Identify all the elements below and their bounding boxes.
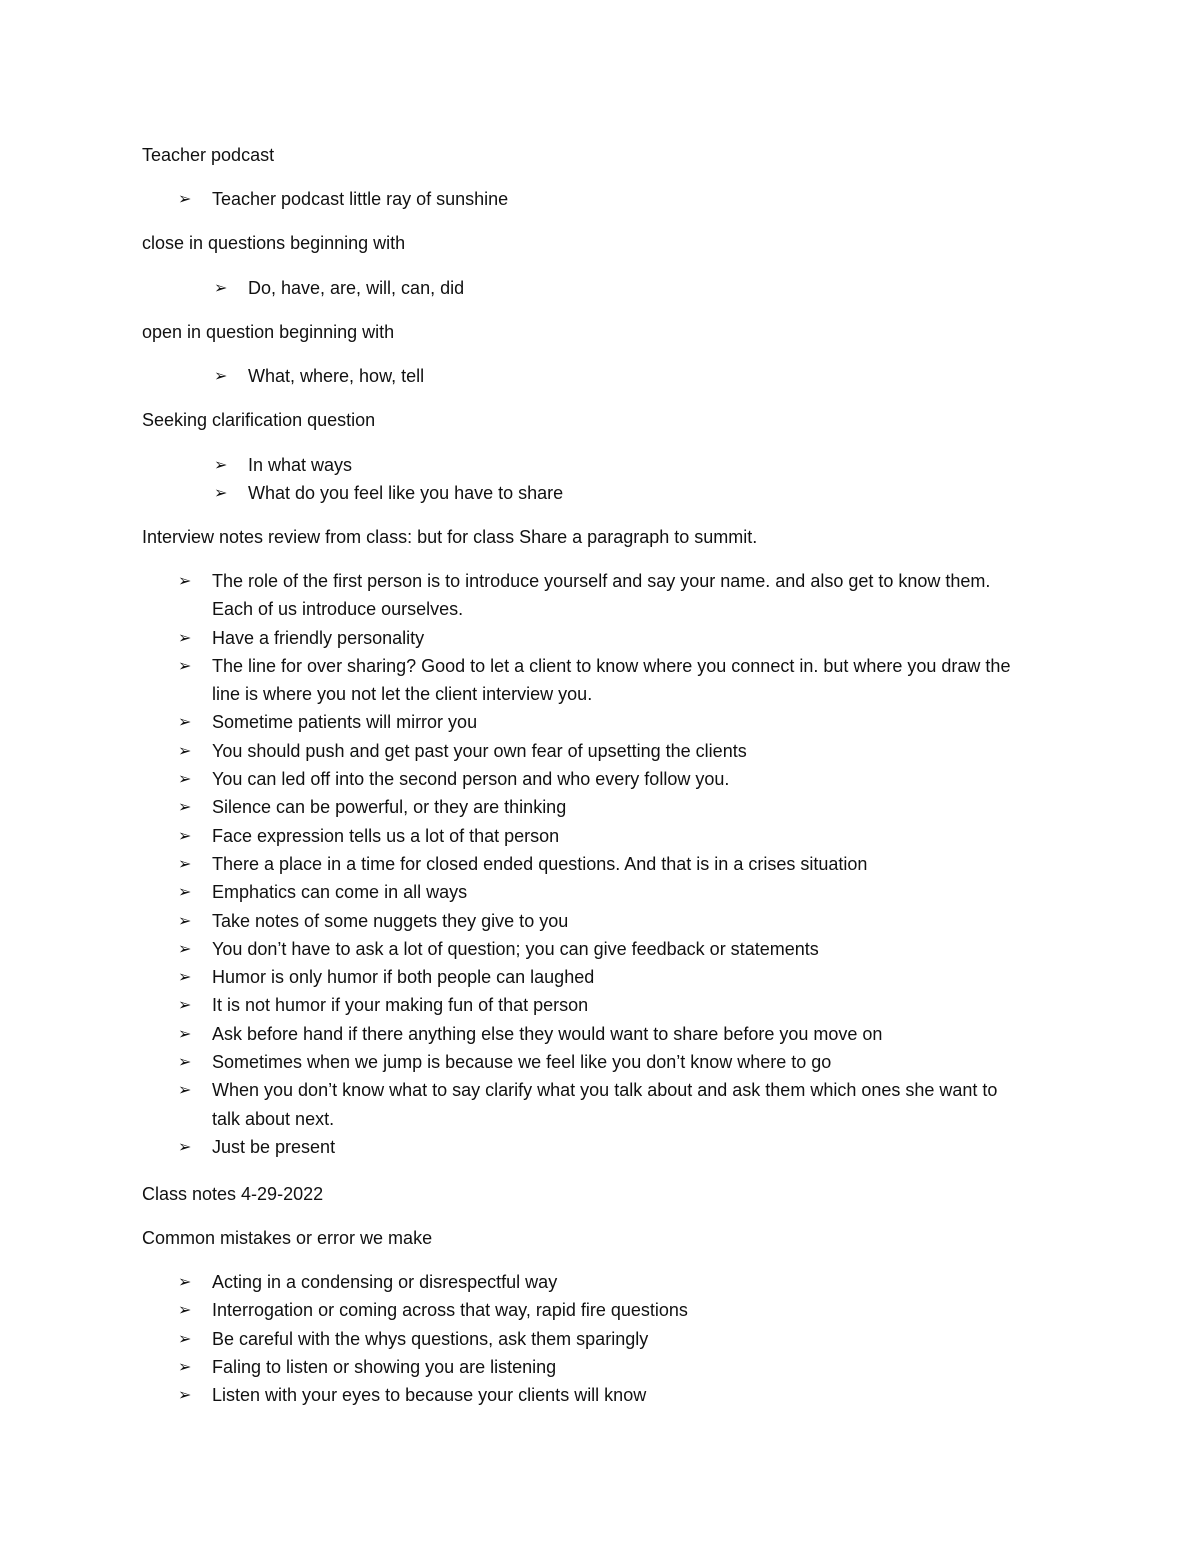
arrow-bullet-icon: ➢	[178, 1300, 192, 1320]
list-item: ➢ You don’t have to ask a lot of question; you can give feedback or statements	[178, 935, 1028, 963]
arrow-bullet-icon: ➢	[178, 769, 192, 789]
list-item: ➢ Take notes of some nuggets they give to you	[178, 907, 1028, 935]
arrow-bullet-icon: ➢	[178, 740, 192, 760]
arrow-bullet-icon: ➢	[178, 1136, 192, 1156]
list-item: ➢ What, where, how, tell	[214, 362, 1014, 390]
arrow-bullet-icon: ➢	[178, 627, 192, 647]
section-heading: Teacher podcast	[142, 145, 275, 165]
section-heading: Interview notes review from class: but for class Share a paragraph to summit.	[142, 527, 758, 547]
bullet-list	[178, 567, 1028, 1161]
list-item: ➢ Interrogation or coming across that way, rapid fire questions	[178, 1296, 1028, 1324]
arrow-bullet-icon: ➢	[178, 995, 192, 1015]
bullet-list	[214, 274, 1014, 302]
list-item: ➢ Do, have, are, will, can, did	[214, 274, 1014, 302]
bullet-list	[178, 185, 1028, 213]
list-item: ➢ What do you feel like you have to share	[214, 479, 1014, 507]
list-item: ➢ Listen with your eyes to because your clients will know	[178, 1381, 1028, 1409]
arrow-bullet-icon: ➢	[178, 712, 192, 732]
arrow-bullet-icon: ➢	[178, 967, 192, 987]
bullet-list	[214, 362, 1014, 390]
arrow-bullet-icon: ➢	[214, 278, 228, 297]
arrow-bullet-icon: ➢	[178, 853, 192, 873]
list-item: ➢ When you don’t know what to say clarify what you talk about and ask them which ones she want to talk about next.	[178, 1076, 1028, 1133]
list-item: ➢ Just be present	[178, 1133, 1028, 1161]
list-item: ➢ The line for over sharing? Good to let a client to know where you connect in. but where you draw the line is where you not let the client interview you.	[178, 652, 1028, 709]
list-item: ➢ You can led off into the second person and who every follow you.	[178, 765, 1028, 793]
list-item: ➢ Humor is only humor if both people can laughed	[178, 963, 1028, 991]
arrow-bullet-icon: ➢	[178, 1328, 192, 1348]
arrow-bullet-icon: ➢	[178, 797, 192, 817]
section-heading: Seeking clarification question	[142, 410, 376, 430]
list-item: ➢ Teacher podcast little ray of sunshine	[178, 185, 1028, 213]
list-item: ➢ The role of the first person is to introduce yourself and say your name. and also get to know them. Each of us introduce ourselves.	[178, 567, 1028, 624]
bullet-list	[178, 1268, 1028, 1409]
section-heading: Class notes 4-29-2022	[142, 1184, 324, 1204]
section-heading: close in questions beginning with	[142, 233, 406, 253]
section-heading: Common mistakes or error we make	[142, 1228, 433, 1248]
list-item: ➢ You should push and get past your own fear of upsetting the clients	[178, 737, 1028, 765]
arrow-bullet-icon: ➢	[178, 1272, 192, 1291]
arrow-bullet-icon: ➢	[214, 483, 228, 503]
list-item: ➢ Ask before hand if there anything else they would want to share before you move on	[178, 1020, 1028, 1048]
list-item: ➢ There a place in a time for closed ended questions. And that is in a crises situation	[178, 850, 1028, 878]
arrow-bullet-icon: ➢	[178, 1052, 192, 1072]
section-heading: open in question beginning with	[142, 322, 395, 342]
list-item: ➢ Silence can be powerful, or they are thinking	[178, 793, 1028, 821]
arrow-bullet-icon: ➢	[178, 1080, 192, 1100]
list-item: ➢ Sometimes when we jump is because we feel like you don’t know where to go	[178, 1048, 1028, 1076]
list-item: ➢ Emphatics can come in all ways	[178, 878, 1028, 906]
list-item: ➢ It is not humor if your making fun of that person	[178, 991, 1028, 1019]
list-item: ➢ Acting in a condensing or disrespectful way	[178, 1268, 1028, 1296]
list-item: ➢ Faling to listen or showing you are listening	[178, 1353, 1028, 1381]
arrow-bullet-icon: ➢	[178, 189, 192, 208]
arrow-bullet-icon: ➢	[178, 825, 192, 845]
arrow-bullet-icon: ➢	[214, 455, 228, 474]
arrow-bullet-icon: ➢	[178, 571, 192, 590]
list-item: ➢ Have a friendly personality	[178, 624, 1028, 652]
list-item: ➢ Face expression tells us a lot of that person	[178, 822, 1028, 850]
bullet-list	[214, 451, 1014, 508]
arrow-bullet-icon: ➢	[178, 1385, 192, 1405]
arrow-bullet-icon: ➢	[178, 882, 192, 902]
arrow-bullet-icon: ➢	[214, 366, 228, 385]
list-item: ➢ In what ways	[214, 451, 1014, 479]
list-item: ➢ Be careful with the whys questions, ask them sparingly	[178, 1325, 1028, 1353]
list-item: ➢ Sometime patients will mirror you	[178, 708, 1028, 736]
arrow-bullet-icon: ➢	[178, 1023, 192, 1043]
arrow-bullet-icon: ➢	[178, 655, 192, 675]
arrow-bullet-icon: ➢	[178, 938, 192, 958]
arrow-bullet-icon: ➢	[178, 910, 192, 930]
arrow-bullet-icon: ➢	[178, 1356, 192, 1376]
